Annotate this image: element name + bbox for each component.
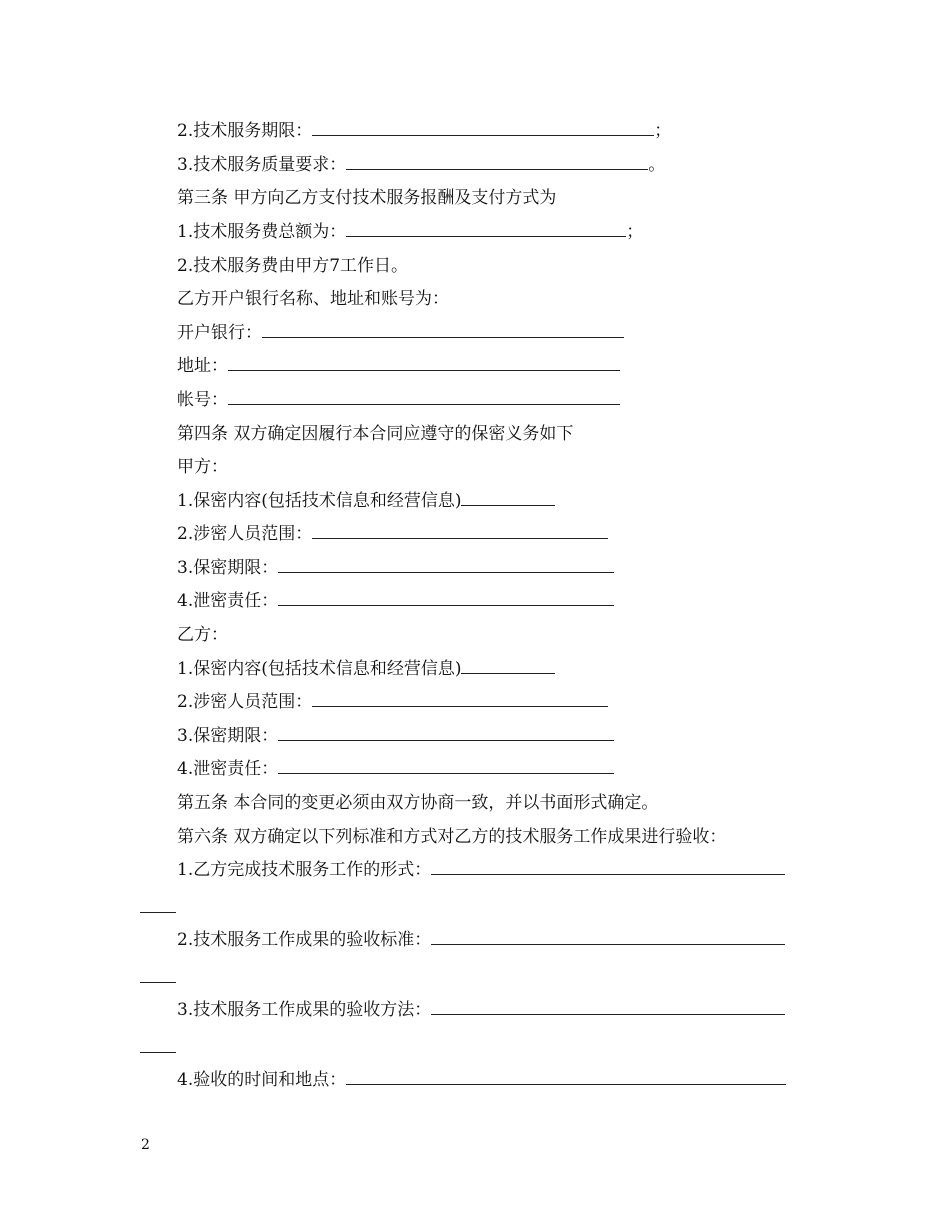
- blank-field: [312, 692, 608, 707]
- clause-line: 4.验收的时间和地点：: [177, 1069, 786, 1091]
- clause-line: 2.技术服务工作成果的验收标准：: [177, 929, 785, 951]
- clause-line: 4.泄密责任：: [177, 758, 614, 780]
- clause-line: 开户银行：: [177, 322, 624, 344]
- blank-field: [431, 930, 785, 945]
- clause-line: 3.技术服务质量要求： 。: [177, 155, 666, 175]
- continuation-blank: [140, 982, 176, 983]
- clause-line: 1.保密内容(包括技术信息和经营信息): [177, 490, 555, 512]
- clause-line: 4.泄密责任：: [177, 590, 614, 612]
- clause-line: 2.涉密人员范围：: [177, 523, 608, 545]
- blank-field: [278, 558, 614, 573]
- blank-field: [228, 356, 620, 371]
- blank-field: [312, 524, 608, 539]
- blank-field: [262, 323, 624, 338]
- clause-line: 1.技术服务费总额为： ；: [177, 222, 644, 242]
- blank-field: [278, 726, 614, 741]
- continuation-blank: [140, 912, 176, 913]
- clause-line: 乙方开户银行名称、地址和账号为：: [177, 289, 449, 309]
- clause-line: 2.涉密人员范围：: [177, 691, 608, 713]
- article-heading: 第五条 本合同的变更必须由双方协商一致，并以书面形式确定。: [177, 793, 659, 813]
- blank-field: [461, 491, 555, 506]
- clause-line: 1.保密内容(包括技术信息和经营信息): [177, 658, 555, 680]
- clause-line: 3.保密期限：: [177, 725, 614, 747]
- party-label: 乙方：: [177, 625, 228, 645]
- blank-field: [431, 1000, 785, 1015]
- clause-line: 1.乙方完成技术服务工作的形式：: [177, 859, 785, 881]
- party-label: 甲方：: [177, 457, 228, 477]
- blank-field: [228, 390, 620, 405]
- blank-field: [278, 759, 614, 774]
- blank-field: [346, 155, 648, 170]
- blank-field: [278, 591, 614, 606]
- blank-field: [431, 860, 785, 875]
- clause-line: 2.技术服务期限： ；: [177, 121, 672, 141]
- clause-line: 帐号：: [177, 389, 620, 411]
- article-heading: 第六条 双方确定以下列标准和方式对乙方的技术服务工作成果进行验收：: [177, 827, 727, 847]
- continuation-blank: [140, 1052, 176, 1053]
- clause-line: 3.技术服务工作成果的验收方法：: [177, 999, 785, 1021]
- clause-line: 地址：: [177, 355, 620, 377]
- clause-line: 2.技术服务费由甲方7工作日。: [177, 256, 409, 276]
- blank-field: [346, 1070, 786, 1085]
- article-heading: 第四条 双方确定因履行本合同应遵守的保密义务如下: [177, 424, 574, 444]
- article-heading: 第三条 甲方向乙方支付技术服务报酬及支付方式为: [177, 188, 557, 208]
- clause-line: 3.保密期限：: [177, 557, 614, 579]
- blank-field: [312, 121, 654, 136]
- blank-field: [461, 659, 555, 674]
- page-number: 2: [141, 1137, 150, 1153]
- blank-field: [346, 222, 626, 237]
